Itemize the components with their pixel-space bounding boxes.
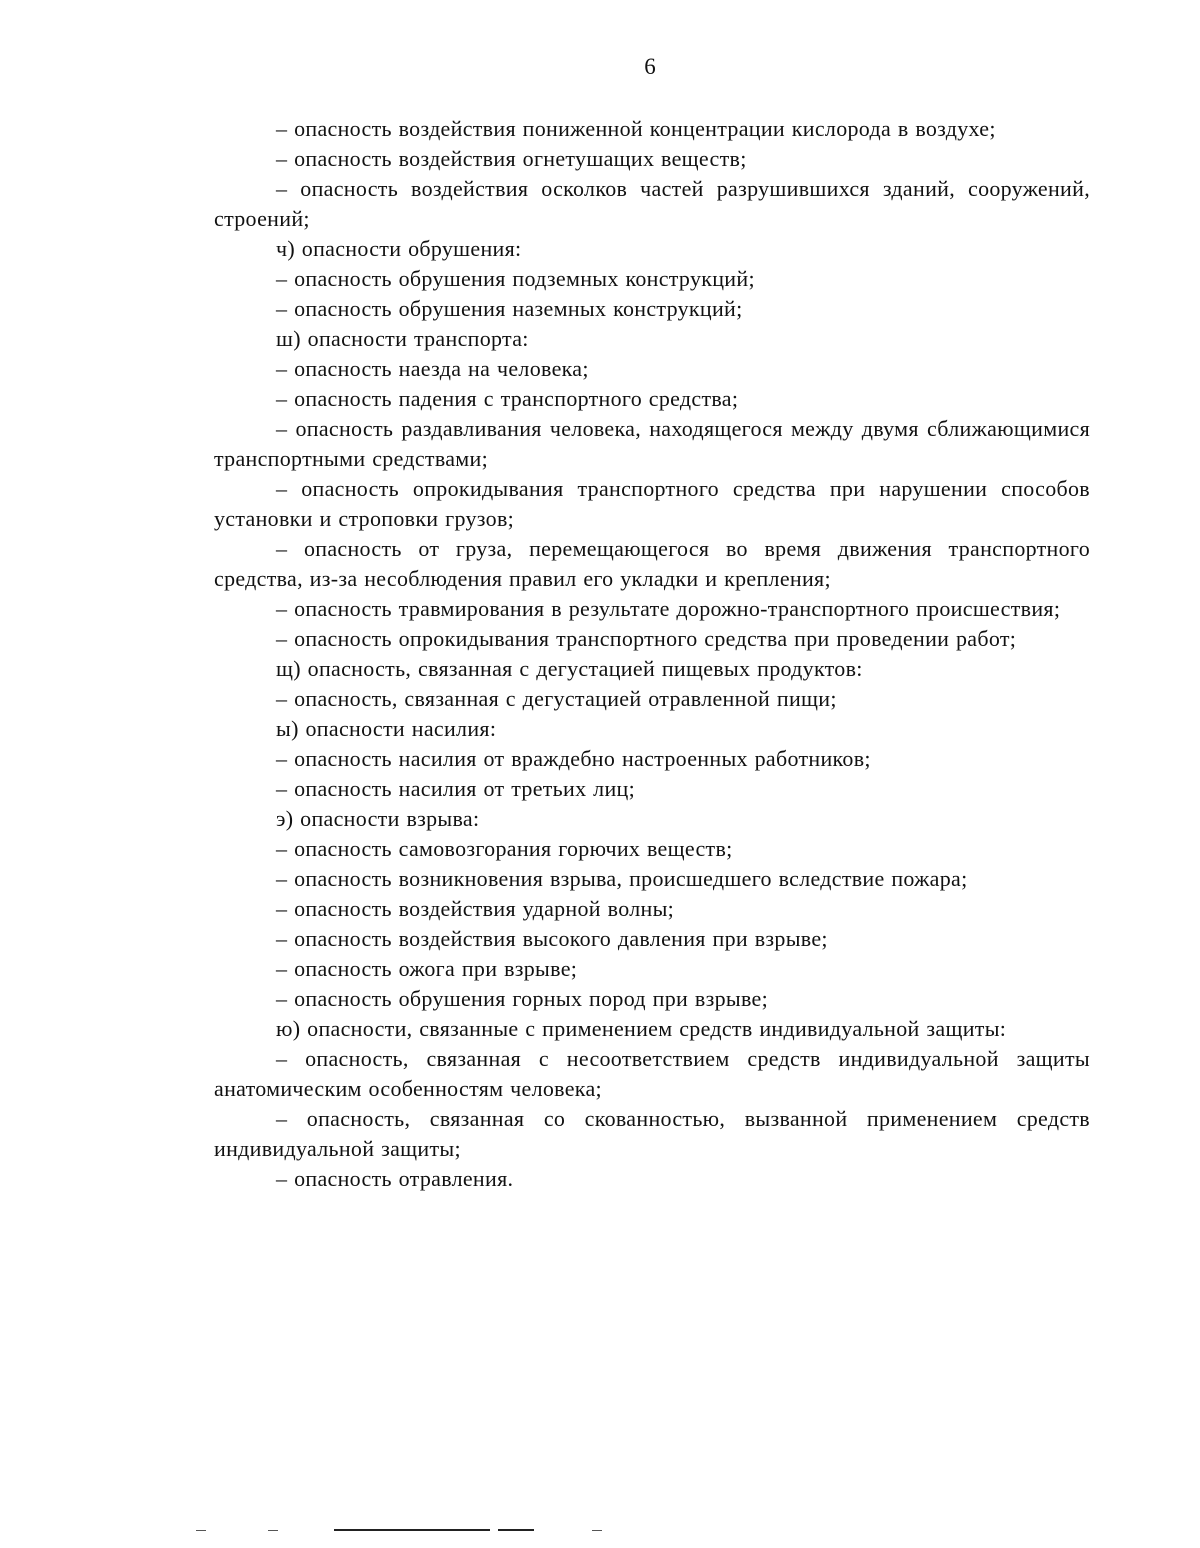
- document-body: [214, 114, 1090, 1194]
- list-item: – опасность самовозгорания горючих веществ;: [276, 836, 733, 861]
- list-item: – опасность воздействия осколков частей разрушившихся зданий, сооружений, строений;: [214, 176, 1090, 231]
- list-item: – опасность наезда на человека;: [276, 356, 589, 381]
- scan-line: [498, 1529, 534, 1531]
- section-heading: ч) опасности обрушения:: [276, 236, 522, 261]
- list-item: – опасность опрокидывания транспортного средства при нарушении способов установки и строповки грузов;: [214, 476, 1090, 531]
- list-item: – опасность воздействия высокого давления при взрыве;: [276, 926, 828, 951]
- section-heading: ю) опасности, связанные с применением средств индивидуальной защиты:: [276, 1016, 1007, 1041]
- scan-line: [592, 1530, 602, 1531]
- list-item: – опасность насилия от враждебно настроенных работников;: [276, 746, 871, 771]
- list-item: – опасность травмирования в результате дорожно-транспортного происшествия;: [276, 596, 1061, 621]
- list-item: – опасность обрушения наземных конструкций;: [276, 296, 743, 321]
- list-item: – опасность падения с транспортного средства;: [276, 386, 739, 411]
- list-item: – опасность, связанная со скованностью, вызванной применением средств индивидуальной защиты;: [214, 1106, 1090, 1161]
- section-heading: ш) опасности транспорта:: [276, 326, 529, 351]
- list-item: – опасность воздействия огнетушащих веществ;: [276, 146, 747, 171]
- list-item: – опасность обрушения подземных конструкций;: [276, 266, 755, 291]
- list-item: – опасность, связанная с дегустацией отравленной пищи;: [276, 686, 837, 711]
- list-item: – опасность возникновения взрыва, происшедшего вследствие пожара;: [276, 866, 968, 891]
- list-item: – опасность отравления.: [276, 1166, 514, 1191]
- list-item: – опасность ожога при взрыве;: [276, 956, 578, 981]
- section-heading: ы) опасности насилия:: [276, 716, 497, 741]
- list-item: – опасность воздействия пониженной концентрации кислорода в воздухе;: [276, 116, 996, 141]
- list-item: – опасность насилия от третьих лиц;: [276, 776, 636, 801]
- list-item: – опасность от груза, перемещающегося во время движения транспортного средства, из-за несоблюдения правил его укладки и крепления;: [214, 536, 1090, 591]
- list-item: – опасность раздавливания человека, находящегося между двумя сближающимися транспортными средствами;: [214, 416, 1090, 471]
- scan-artifact-lines: [0, 1528, 1200, 1534]
- page-number: 6: [644, 54, 656, 79]
- scan-line: [268, 1530, 278, 1531]
- scan-line: [196, 1530, 206, 1531]
- section-heading: э) опасности взрыва:: [276, 806, 480, 831]
- section-heading: щ) опасность, связанная с дегустацией пищевых продуктов:: [276, 656, 863, 681]
- list-item: – опасность опрокидывания транспортного средства при проведении работ;: [276, 626, 1017, 651]
- scan-line: [334, 1529, 490, 1531]
- list-item: – опасность воздействия ударной волны;: [276, 896, 675, 921]
- list-item: – опасность обрушения горных пород при взрыве;: [276, 986, 769, 1011]
- list-item: – опасность, связанная с несоответствием средств индивидуальной защиты анатомическим особенностям человека;: [214, 1046, 1090, 1101]
